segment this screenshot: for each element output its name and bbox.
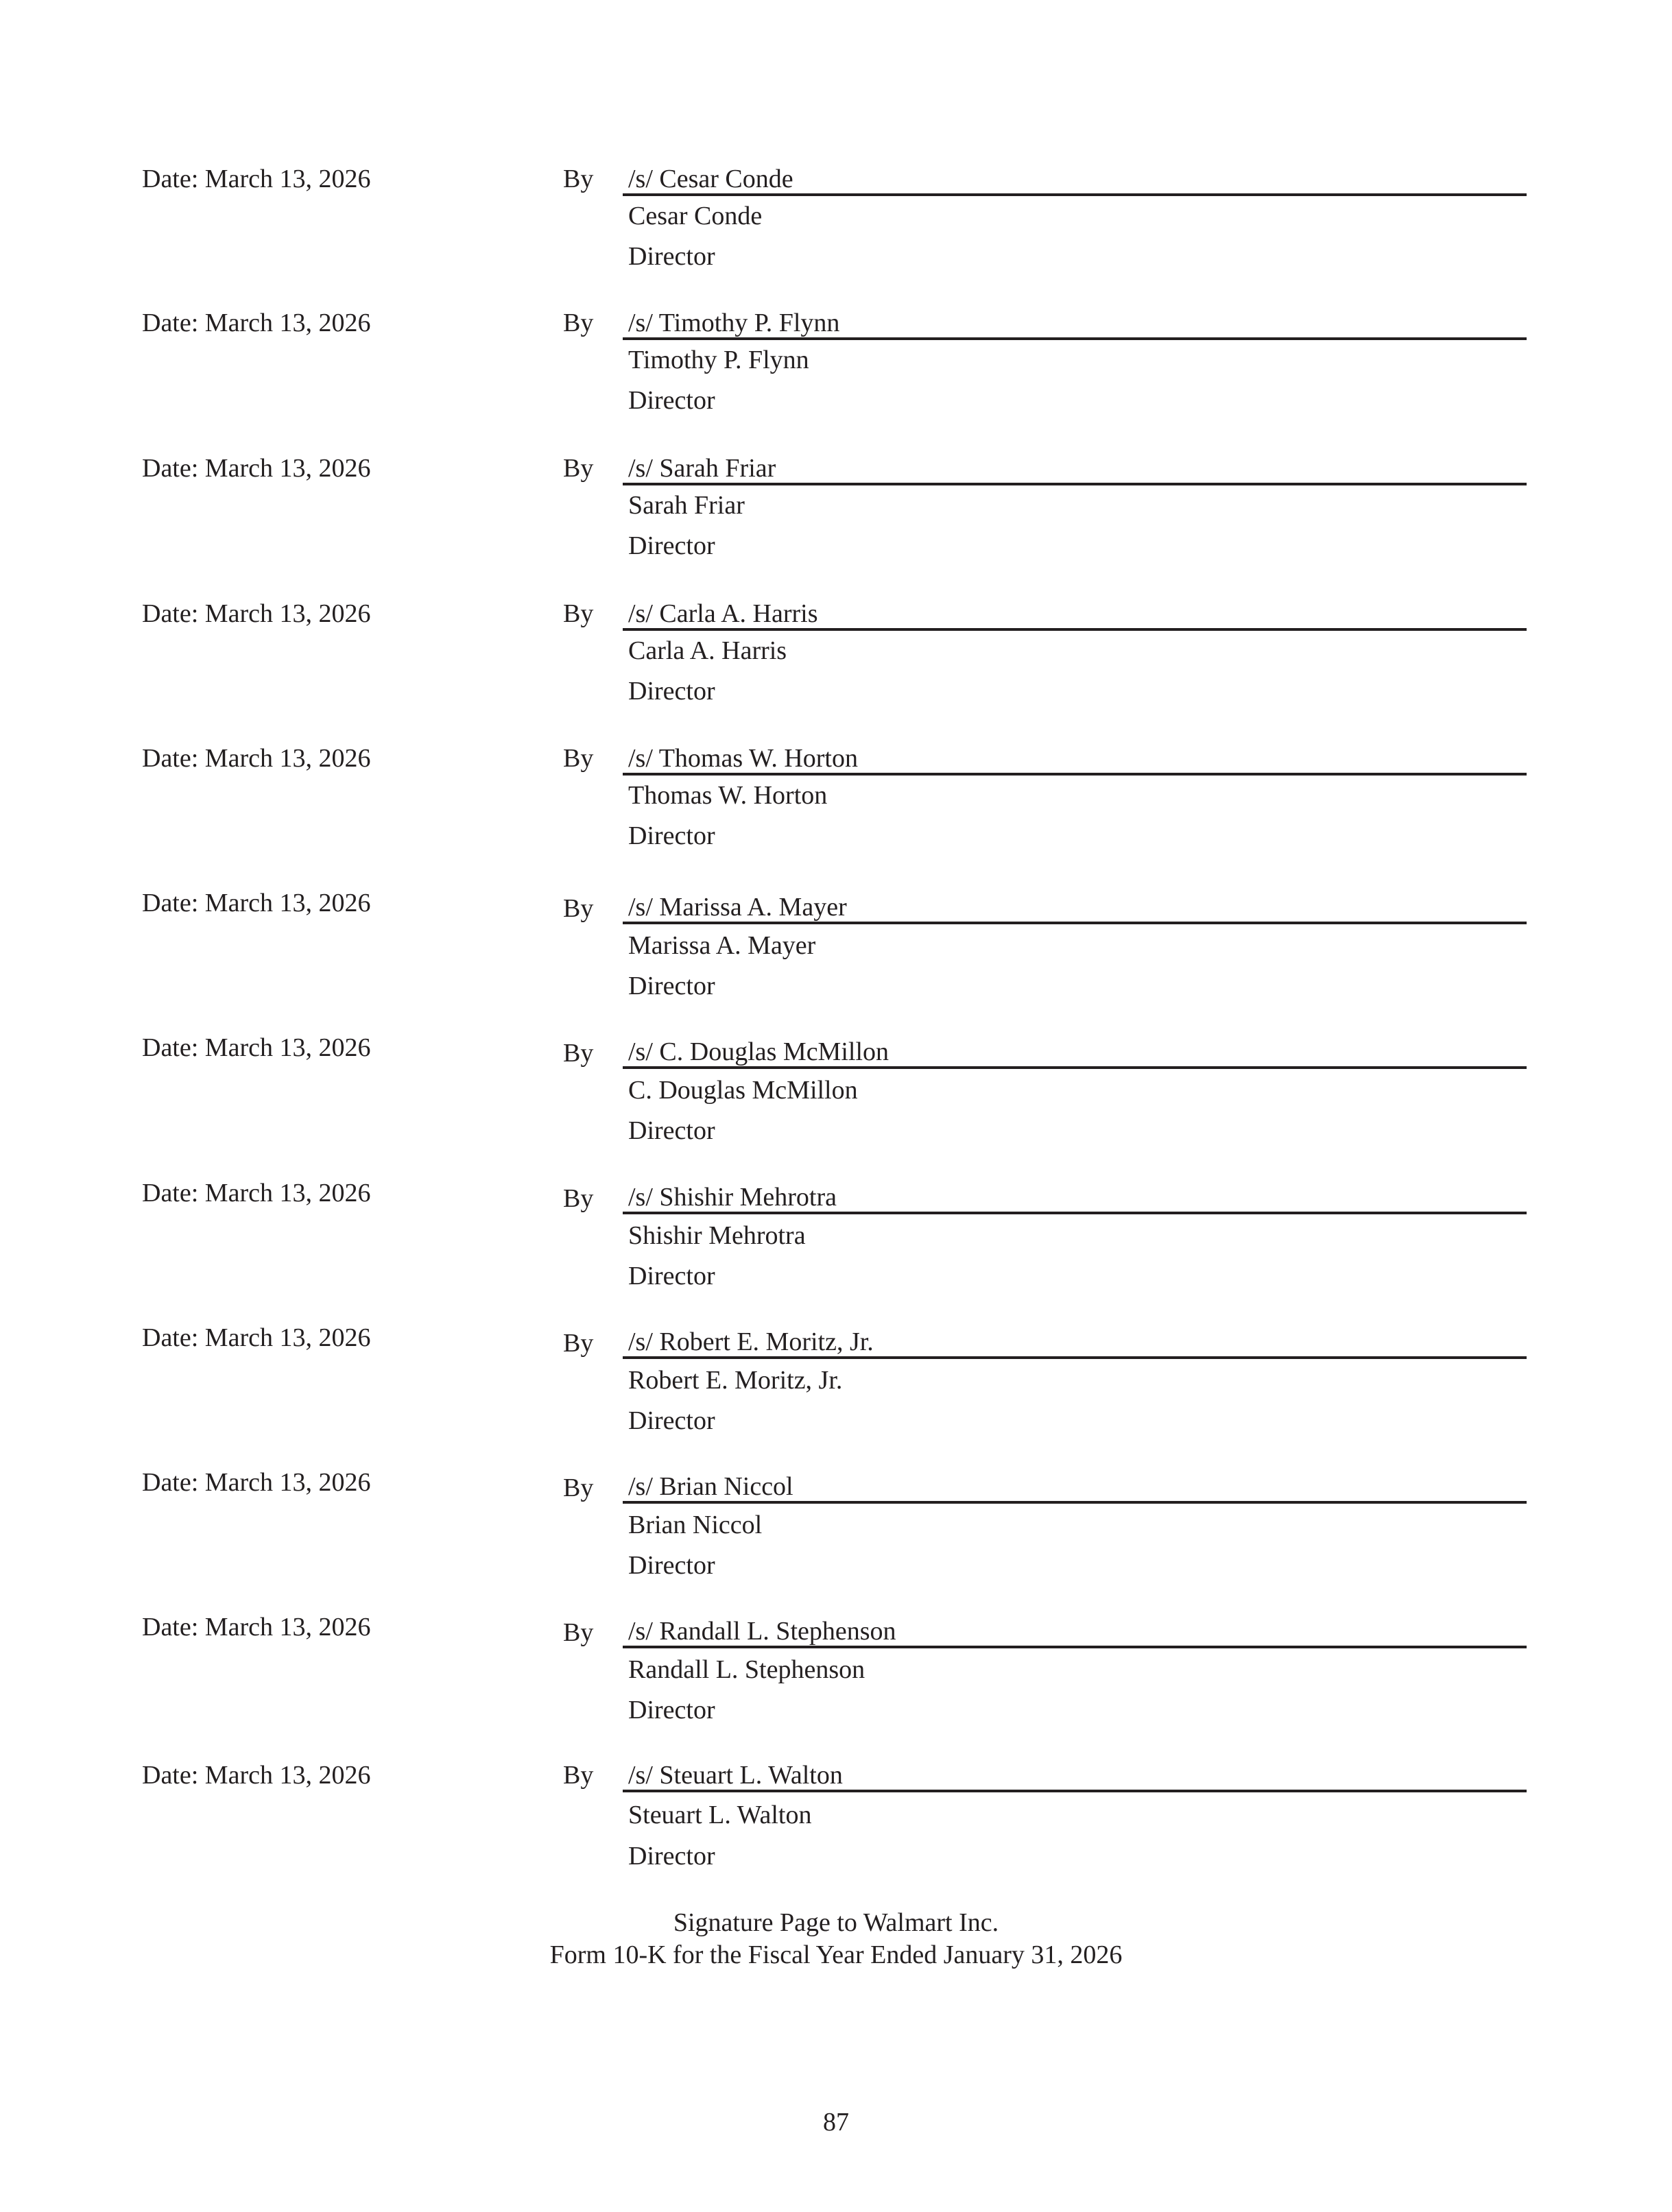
- signature-date: Date: March 13, 2026: [142, 744, 371, 773]
- signature-line: [623, 1356, 1527, 1359]
- signer-name: Cesar Conde: [628, 202, 763, 230]
- signer-name: Marissa A. Mayer: [628, 931, 816, 960]
- signature-date: Date: March 13, 2026: [142, 454, 371, 483]
- signature-text: /s/ Steuart L. Walton: [628, 1761, 843, 1790]
- signer-title: Director: [628, 821, 715, 850]
- signature-text: /s/ Thomas W. Horton: [628, 744, 858, 773]
- signature-line: [623, 773, 1527, 776]
- signature-block: [0, 1611, 1672, 1724]
- signature-line: [623, 1066, 1527, 1069]
- signer-title: Director: [628, 677, 715, 706]
- by-label: By: [563, 1618, 594, 1647]
- signature-date: Date: March 13, 2026: [142, 599, 371, 628]
- signature-block: [0, 453, 1672, 562]
- signer-name: Shishir Mehrotra: [628, 1221, 806, 1250]
- signer-title: Director: [628, 1842, 715, 1871]
- signature-text: /s/ C. Douglas McMillon: [628, 1037, 889, 1066]
- footer-caption-line-1: Signature Page to Walmart Inc.: [673, 1908, 999, 1937]
- signature-line: [623, 922, 1527, 924]
- signer-title: Director: [628, 1551, 715, 1580]
- signature-block: [0, 1322, 1672, 1435]
- signature-block: [0, 1032, 1672, 1145]
- signer-title: Director: [628, 242, 715, 271]
- signer-title: Director: [628, 972, 715, 1000]
- signer-title: Director: [628, 1262, 715, 1290]
- signature-text: /s/ Timothy P. Flynn: [628, 309, 840, 337]
- signature-line: [623, 337, 1527, 340]
- signer-name: Timothy P. Flynn: [628, 346, 809, 374]
- signer-name: Robert E. Moritz, Jr.: [628, 1366, 843, 1395]
- signer-name: Brian Niccol: [628, 1511, 763, 1539]
- signature-block: [0, 1759, 1672, 1869]
- signature-block: [0, 887, 1672, 1000]
- signature-block: [0, 598, 1672, 708]
- signature-line: [623, 1501, 1527, 1504]
- signer-title: Director: [628, 531, 715, 560]
- signer-name: Thomas W. Horton: [628, 781, 828, 810]
- signature-line: [623, 483, 1527, 485]
- signature-line: [623, 1212, 1527, 1214]
- signer-name: Sarah Friar: [628, 491, 745, 520]
- signature-text: /s/ Brian Niccol: [628, 1472, 793, 1501]
- signer-name: Carla A. Harris: [628, 636, 787, 665]
- by-label: By: [563, 599, 594, 628]
- signer-name: Randall L. Stephenson: [628, 1655, 865, 1684]
- signature-date: Date: March 13, 2026: [142, 1033, 371, 1062]
- signer-name: Steuart L. Walton: [628, 1801, 812, 1829]
- signature-text: /s/ Cesar Conde: [628, 165, 793, 193]
- signature-block: [0, 1177, 1672, 1290]
- signature-block: [0, 743, 1672, 852]
- by-label: By: [563, 165, 594, 193]
- by-label: By: [563, 1329, 594, 1358]
- signature-line: [623, 1790, 1527, 1792]
- signer-title: Director: [628, 1696, 715, 1724]
- signature-text: /s/ Sarah Friar: [628, 454, 776, 483]
- by-label: By: [563, 1184, 594, 1213]
- by-label: By: [563, 744, 594, 773]
- signature-line: [623, 1646, 1527, 1648]
- signature-date: Date: March 13, 2026: [142, 1468, 371, 1497]
- by-label: By: [563, 454, 594, 483]
- signature-block: [0, 307, 1672, 417]
- signature-date: Date: March 13, 2026: [142, 309, 371, 337]
- by-label: By: [563, 1039, 594, 1068]
- footer-caption-line-2: Form 10-K for the Fiscal Year Ended January 31, 2026: [549, 1940, 1123, 1969]
- signer-title: Director: [628, 1116, 715, 1145]
- signer-name: C. Douglas McMillon: [628, 1076, 858, 1105]
- signature-line: [623, 193, 1527, 196]
- signature-text: /s/ Shishir Mehrotra: [628, 1183, 837, 1212]
- signer-title: Director: [628, 386, 715, 415]
- signature-block: [0, 163, 1672, 273]
- signature-text: /s/ Marissa A. Mayer: [628, 893, 847, 922]
- signature-date: Date: March 13, 2026: [142, 1761, 371, 1790]
- signature-text: /s/ Carla A. Harris: [628, 599, 818, 628]
- signature-date: Date: March 13, 2026: [142, 1179, 371, 1207]
- page-number: 87: [823, 2108, 849, 2137]
- by-label: By: [563, 894, 594, 923]
- signature-line: [623, 628, 1527, 631]
- signature-date: Date: March 13, 2026: [142, 165, 371, 193]
- signature-text: /s/ Randall L. Stephenson: [628, 1617, 896, 1646]
- by-label: By: [563, 1761, 594, 1790]
- signature-block: [0, 1467, 1672, 1580]
- signature-date: Date: March 13, 2026: [142, 1323, 371, 1352]
- by-label: By: [563, 1474, 594, 1502]
- signature-date: Date: March 13, 2026: [142, 1613, 371, 1642]
- signature-text: /s/ Robert E. Moritz, Jr.: [628, 1327, 874, 1356]
- signature-date: Date: March 13, 2026: [142, 889, 371, 917]
- by-label: By: [563, 309, 594, 337]
- signer-title: Director: [628, 1406, 715, 1435]
